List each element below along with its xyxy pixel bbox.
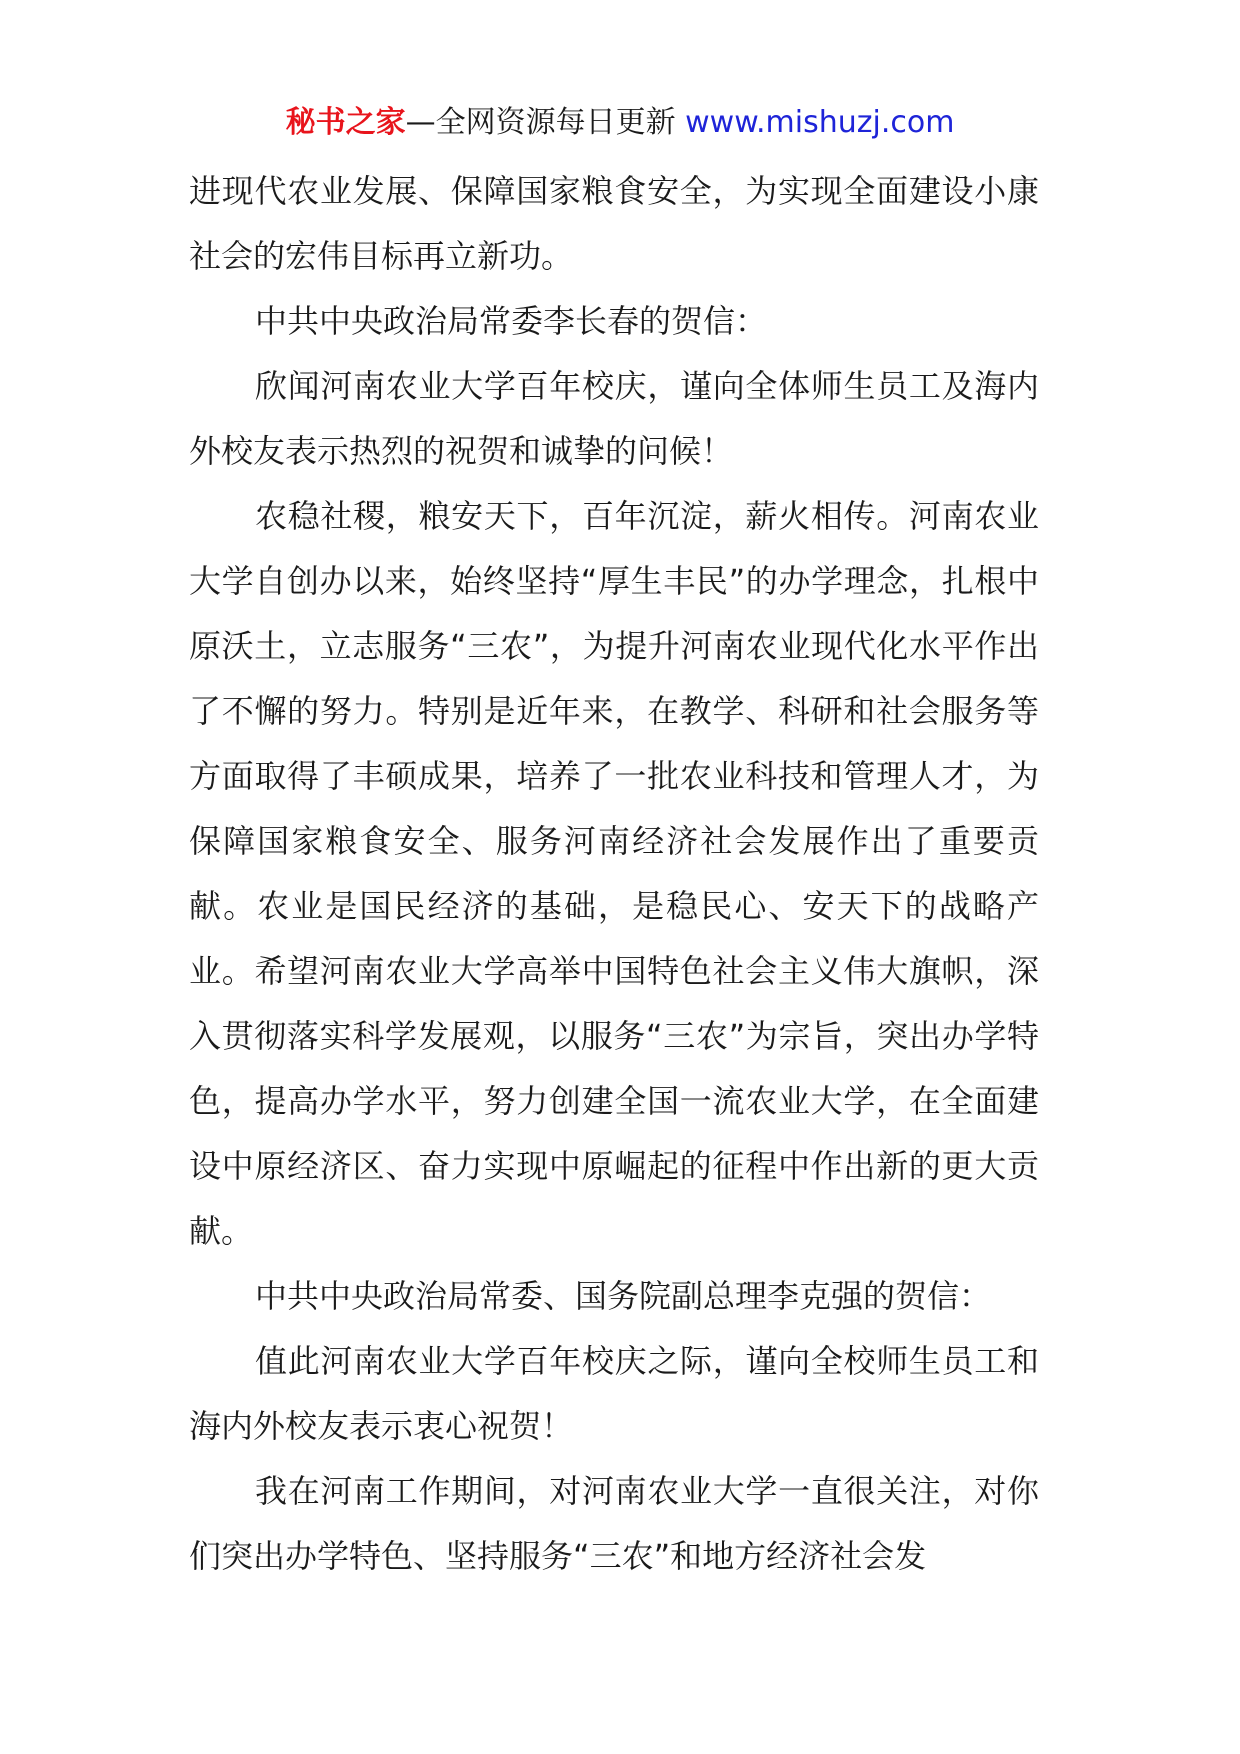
paragraph: 我在河南工作期间，对河南农业大学一直很关注，对你们突出办学特色、坚持服务“三农”和地方经济社会发 (189, 1472, 1039, 1575)
page-header (0, 100, 1240, 146)
site-url-link[interactable]: www.mishuzj.com (685, 105, 955, 140)
paragraph: 值此河南农业大学百年校庆之际，谨向全校师生员工和海内外校友表示衷心祝贺！ (189, 1342, 1039, 1445)
paragraph: 欣闻河南农业大学百年校庆，谨向全体师生员工及海内外校友表示热烈的祝贺和诚挚的问候！ (189, 367, 1039, 470)
header-tagline: —全网资源每日更新 (405, 105, 676, 140)
brand-name: 秘书之家 (285, 105, 406, 140)
letter-heading-li-keqiang: 中共中央政治局常委、国务院副总理李克强的贺信： (255, 1277, 992, 1315)
paragraph: 农稳社稷，粮安天下，百年沉淀，薪火相传。河南农业大学自创办以来，始终坚持“厚生丰民”的办学理念，扎根中原沃土，立志服务“三农”，为提升河南农业现代化水平作出了不懈的努力。特别是近年来，在教学、科研和社会服务等方面取得了丰硕成果，培养了一批农业科技和管理人才，为保障国家粮食安全、服务河南经济社会发展作出了重要贡献。农业是国民经济的基础，是稳民心、安天下的战略产业。希望河南农业大学高举中国特色社会主义伟大旗帜，深入贯彻落实科学发展观，以服务“三农”为宗旨，突出办学特色，提高办学水平，努力创建全国一流农业大学，在全面建设中原经济区、奋力实现中原崛起的征程中作出新的更大贡献。 (189, 497, 1039, 1250)
paragraph-continuation: 进现代农业发展、保障国家粮食安全，为实现全面建设小康社会的宏伟目标再立新功。 (189, 172, 1039, 275)
document-body (189, 159, 1039, 1589)
letter-heading-li-changchun: 中共中央政治局常委李长春的贺信： (255, 302, 768, 340)
